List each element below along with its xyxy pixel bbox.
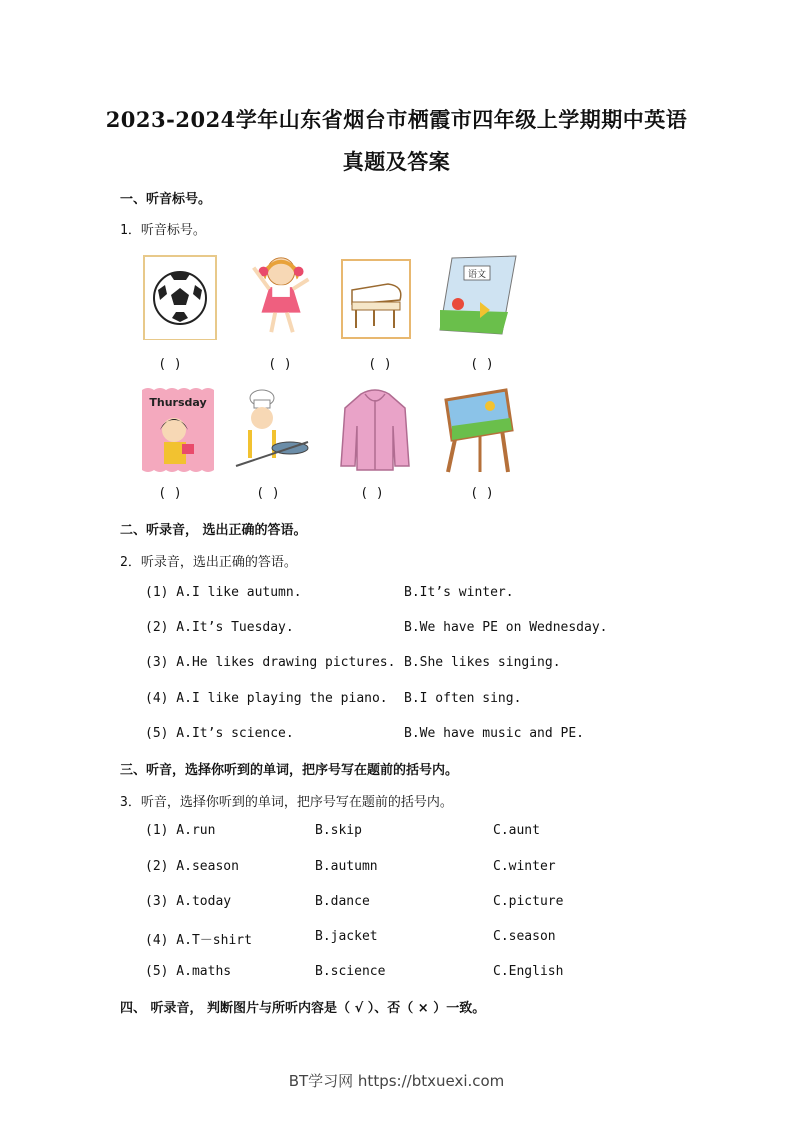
question-3: 3．听音，选择你听到的单词，把序号写在题前的括号内。 [120, 795, 453, 810]
option-b[interactable]: B.We have PE on Wednesday. [404, 620, 608, 635]
painting-easel-icon [440, 386, 520, 474]
cook-icon [232, 386, 312, 474]
option-a[interactable]: (1) A.run [145, 823, 216, 838]
option-a[interactable]: (2) A.It’s Tuesday. [145, 620, 294, 635]
option-a[interactable]: (4) A.I like playing the piano. [145, 691, 388, 706]
page-title: 2023-2024学年山东省烟台市栖霞市四年级上学期期中英语 [105, 107, 688, 132]
option-c[interactable]: C.season [493, 929, 556, 944]
dancing-girl-icon [243, 250, 323, 338]
option-a[interactable]: (2) A.season [145, 859, 239, 874]
thursday-card-icon [138, 386, 218, 474]
option-b[interactable]: B.skip [315, 823, 362, 838]
option-b[interactable]: B.I often sing. [404, 691, 522, 706]
option-a[interactable]: (1) A.I like autumn. [145, 585, 302, 600]
section-4-heading: 四、 听录音， 判断图片与所听内容是（ √ ）、否（ × ）一致。 [120, 1001, 486, 1016]
option-c[interactable]: C.winter [493, 859, 556, 874]
option-b[interactable]: B.jacket [315, 929, 378, 944]
section-1-heading: 一、听音标号。 [120, 192, 212, 207]
answer-paren-6[interactable]: ( ) [256, 486, 280, 501]
answer-paren-5[interactable]: ( ) [158, 486, 182, 501]
jacket-icon [335, 386, 415, 474]
option-a[interactable]: (4) A.T－shirt [145, 933, 252, 948]
question-2: 2．听录音，选出正确的答语。 [120, 555, 297, 570]
page-subtitle: 真题及答案 [342, 149, 451, 174]
answer-paren-2[interactable]: ( ) [268, 357, 292, 372]
soccer-ball-icon [140, 252, 220, 340]
card-text: Thursday [149, 396, 207, 409]
option-b[interactable]: B.It’s winter. [404, 585, 514, 600]
option-b[interactable]: B.autumn [315, 859, 378, 874]
answer-paren-8[interactable]: ( ) [470, 486, 494, 501]
option-a[interactable]: (5) A.maths [145, 964, 232, 979]
option-b[interactable]: B.She likes singing. [404, 655, 561, 670]
option-b[interactable]: B.science [315, 964, 386, 979]
book-title: 语文 [467, 270, 487, 280]
option-c[interactable]: C.aunt [493, 823, 540, 838]
answer-paren-4[interactable]: ( ) [470, 357, 494, 372]
option-a[interactable]: (3) A.today [145, 894, 232, 909]
option-c[interactable]: C.picture [493, 894, 564, 909]
piano-icon [338, 254, 418, 342]
option-a[interactable]: (3) A.He likes drawing pictures. [145, 655, 396, 670]
chinese-book-icon [438, 252, 518, 340]
answer-paren-3[interactable]: ( ) [368, 357, 392, 372]
option-b[interactable]: B.We have music and PE. [404, 726, 585, 741]
option-c[interactable]: C.English [493, 964, 564, 979]
section-3-heading: 三、听音，选择你听到的单词，把序号写在题前的括号内。 [120, 763, 459, 778]
option-b[interactable]: B.dance [315, 894, 370, 909]
option-a[interactable]: (5) A.It’s science. [145, 726, 294, 741]
answer-paren-7[interactable]: ( ) [360, 486, 384, 501]
answer-paren-1[interactable]: ( ) [158, 357, 182, 372]
question-1: 1．听音标号。 [120, 223, 206, 238]
footer-watermark: BT学习网 https://btxuexi.com [288, 1072, 505, 1090]
section-2-heading: 二、听录音， 选出正确的答语。 [120, 523, 307, 538]
